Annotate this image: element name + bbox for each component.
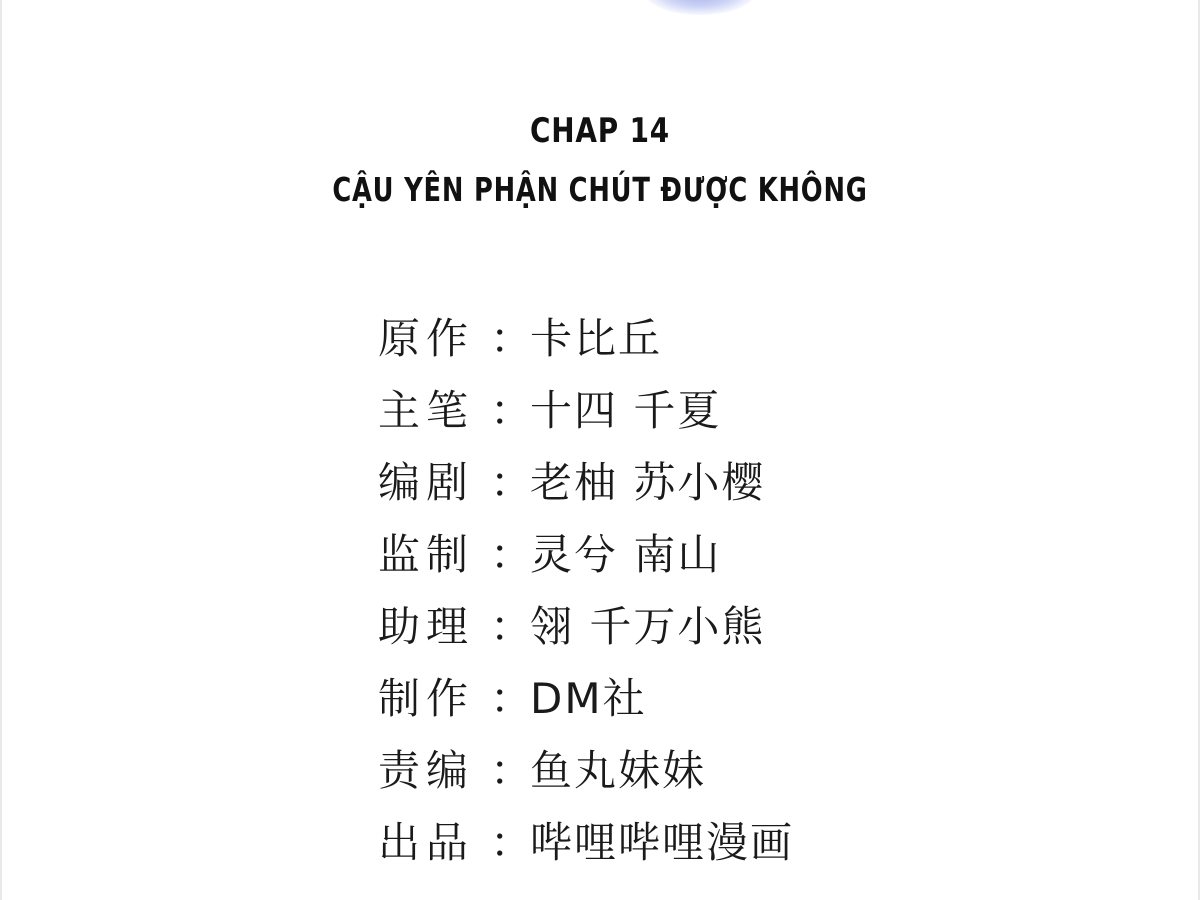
credit-label: 制作 bbox=[378, 674, 475, 723]
chapter-subtitle: CẬU YÊN PHẬN CHÚT ĐƯỢC KHÔNG bbox=[332, 170, 868, 209]
credit-value: 翎 千万小熊 bbox=[530, 602, 766, 651]
credit-colon: ： bbox=[490, 602, 533, 651]
credit-row-supervisor bbox=[378, 516, 794, 588]
chapter-title: CHAP 14 bbox=[529, 111, 671, 151]
credit-value: 卡比丘 bbox=[530, 314, 663, 363]
credit-colon: ： bbox=[490, 458, 533, 507]
credit-row-screenwriter bbox=[378, 444, 794, 516]
credit-label: 助理 bbox=[378, 602, 475, 651]
credit-colon: ： bbox=[490, 746, 533, 795]
credit-value: 鱼丸妹妹 bbox=[530, 746, 707, 795]
credit-row-original-author bbox=[378, 300, 794, 372]
decorative-blob bbox=[645, 0, 755, 15]
credit-row-assistant bbox=[378, 588, 794, 660]
credit-label: 主笔 bbox=[378, 386, 475, 435]
credit-label: 出品 bbox=[378, 818, 475, 867]
credit-label: 责编 bbox=[378, 746, 475, 795]
title-block bbox=[0, 108, 1200, 212]
credit-row-lead-artist bbox=[378, 372, 794, 444]
credit-row-editor bbox=[378, 732, 794, 804]
credit-colon: ： bbox=[490, 386, 533, 435]
credit-row-publisher bbox=[378, 804, 794, 876]
credits-list bbox=[378, 300, 794, 876]
credit-colon: ： bbox=[490, 314, 533, 363]
credit-value: 灵兮 南山 bbox=[530, 530, 722, 579]
credit-value: 老柚 苏小樱 bbox=[530, 458, 766, 507]
credit-value: 十四 千夏 bbox=[530, 386, 722, 435]
credit-colon: ： bbox=[490, 674, 533, 723]
credit-value: 哔哩哔哩漫画 bbox=[530, 818, 795, 867]
credit-colon: ： bbox=[490, 530, 533, 579]
credit-label: 编剧 bbox=[378, 458, 475, 507]
credit-label: 原作 bbox=[378, 314, 475, 363]
credit-colon: ： bbox=[490, 818, 533, 867]
credit-value: DM社 bbox=[530, 674, 647, 723]
credit-row-production bbox=[378, 660, 794, 732]
credit-label: 监制 bbox=[378, 530, 475, 579]
